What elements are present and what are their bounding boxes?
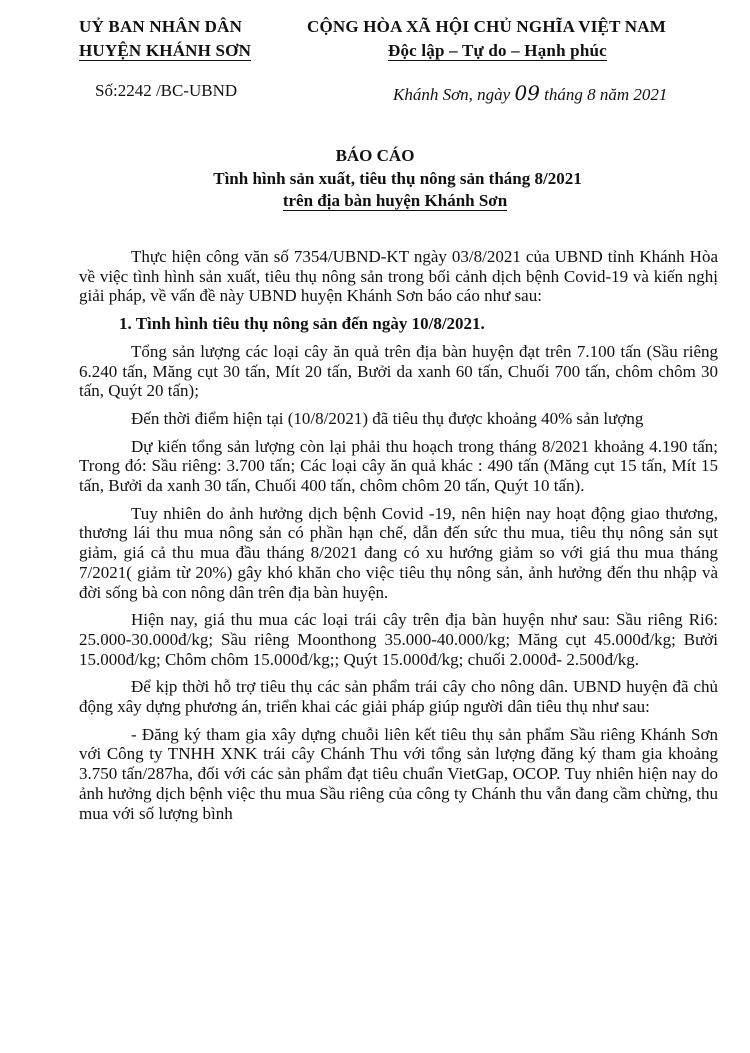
national-title: CỘNG HÒA XÃ HỘI CHỦ NGHĨA VIỆT NAM [307,17,666,36]
document-number-suffix: /BC-UBND [155,81,238,100]
paragraph-value-chain: - Đăng ký tham gia xây dựng chuỗi liên kết tiêu thụ sản phẩm Sầu riêng Khánh Sơn với Công ty TNHH XNK trái cây Chánh Thu với tổng sản lượng đăng ký tham gia khoảng 3.750 tấn/287ha, đối với các sản phẩm đạt tiêu chuẩn VietGap, OCOP. Tuy nhiên hiện nay do ảnh hưởng dịch bệnh việc thu mua Sầu riêng của công ty Chánh thu vẫn đang cầm chừng, thu mua với số lượng bình [79,724,718,823]
paragraph-consumed: Đến thời điểm hiện tại (10/8/2021) đã tiêu thụ được khoảng 40% sản lượng [131,408,644,428]
report-subtitle-line2-text: trên địa bàn huyện Khánh Sơn [282,191,508,210]
national-motto [388,41,607,61]
report-body [79,247,718,831]
paragraph-remaining: Dự kiến tổng sản lượng còn lại phải thu hoạch trong tháng 8/2021 khoảng 4.190 tấn; Trong đó: Sầu riêng: 3.700 tấn; Các loại cây ăn quả khác : 490 tấn (Măng cụt 15 tấn, Mít 15 tấn, Bưởi da xanh 30 tấn, Chuối 400 tấn, chôm chôm 20 tấn, Quýt 10 tấn). [79,436,718,496]
document-date [393,81,667,105]
date-suffix: tháng 8 năm 2021 [544,85,668,104]
report-title: BÁO CÁO [335,146,415,165]
date-prefix: Khánh Sơn, ngày [393,85,511,104]
paragraph-support: Để kịp thời hỗ trợ tiêu thụ các sản phẩm trái cây cho nông dân. UBND huyện đã chủ động xây dựng phương án, triển khai các giải pháp giúp người dân tiêu thụ như sau: [79,677,718,717]
document-number-prefix: Số: [95,81,118,100]
agency-name: UỶ BAN NHÂN DÂN [79,17,243,36]
date-day: 09 [514,81,540,105]
paragraph-covid-impact: Tuy nhiên do ảnh hưởng dịch bệnh Covid -19, nên hiện nay hoạt động giao thương, thương lái thu mua nông sản có phần hạn chế, dẫn đến sức thu mua, tiêu thụ nông sản sụt giảm, giá cả thu mua đầu tháng 8/2021 đang có xu hướng giảm so với giá thu mua tháng 7/2021( giảm từ 20%) gây khó khăn cho việc tiêu thụ nông sản, ảnh hưởng đến thu nhập và đời sống bà con nông dân trên địa bàn huyện. [79,503,718,602]
paragraph-intro: Thực hiện công văn số 7354/UBND-KT ngày 03/8/2021 của UBND tỉnh Khánh Hòa về việc tình hình sản xuất, tiêu thụ nông sản trong bối cảnh dịch bệnh Covid-19 và kiến nghị giải pháp, về vấn đề này UBND huyện Khánh Sơn báo cáo như sau: [79,247,718,306]
national-motto-text: Độc lập – Tự do – Hạnh phúc [388,41,607,60]
district-name-text: HUYỆN KHÁNH SƠN [79,41,252,60]
document-number-value: 2242 [117,81,152,100]
paragraph-total-output: Tổng sản lượng các loại cây ăn quả trên địa bàn huyện đạt trên 7.100 tấn (Sầu riêng 6.240 tấn, Măng cụt 30 tấn, Mít 20 tấn, Bưởi da xanh 60 tấn, Chuối 700 tấn, chôm chôm 30 tấn, Quýt 20 tấn); [79,341,718,401]
section-heading-1: 1. Tình hình tiêu thụ nông sản đến ngày 10/8/2021. [119,314,485,334]
district-name [79,41,251,61]
report-subtitle: Tình hình sản xuất, tiêu thụ nông sản tháng 8/2021 [213,169,582,188]
paragraph-prices: Hiện nay, giá thu mua các loại trái cây trên địa bàn huyện như sau: Sầu riêng Ri6: 25.000-30.000đ/kg; Sầu riêng Moonthong 35.000-40.000/kg; Măng cụt 45.000đ/kg; Bưởi 15.000đ/kg; Chôm chôm 15.000đ/kg;; Quýt 15.000đ/kg; chuối 2.000đ- 2.500đ/kg. [79,610,718,669]
document-number [95,81,237,101]
report-subtitle-line2 [0,191,750,211]
